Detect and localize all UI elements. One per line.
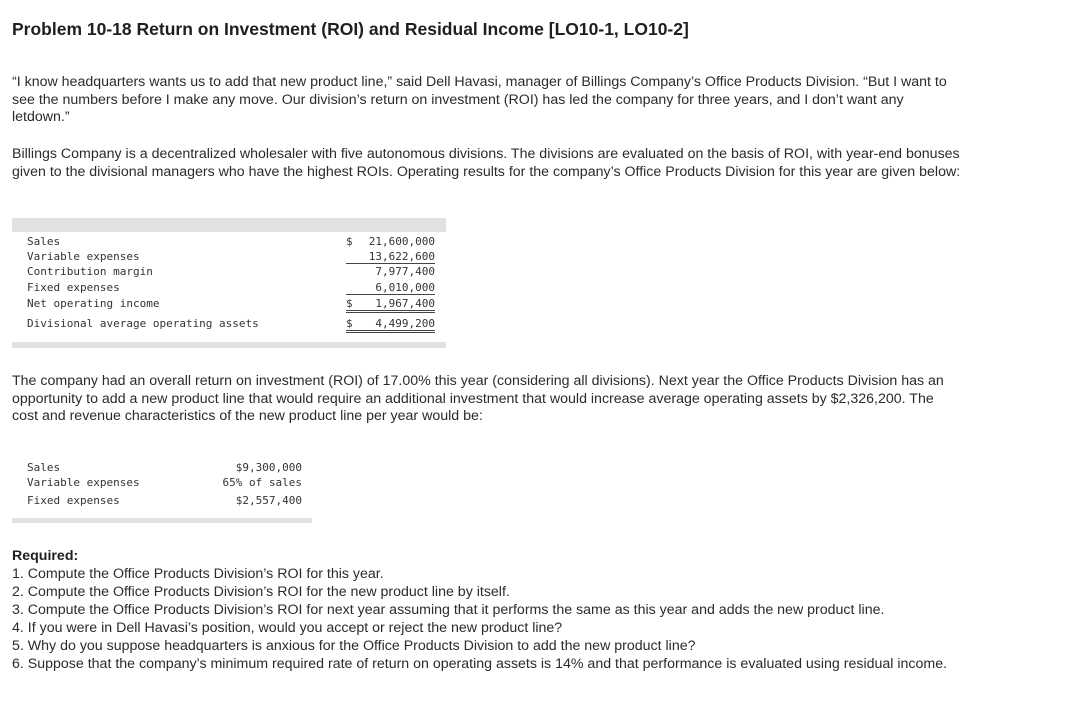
dollar-sign: $ [346, 317, 353, 330]
table-row-contribution-margin [12, 265, 446, 281]
row-label: Fixed expenses [27, 281, 120, 294]
row-value: $9,300,000 [235, 461, 302, 474]
table-footer-band [12, 518, 312, 523]
row-label: Sales [27, 235, 61, 248]
required-section [12, 547, 972, 673]
row-label: Variable expenses [27, 476, 140, 489]
row-value: $2,557,400 [235, 494, 302, 507]
row-label: Sales [27, 461, 61, 474]
requirement-item: 4. If you were in Dell Havasi’s position, would you accept or reject the new product line? [12, 620, 563, 636]
row-label: Variable expenses [27, 250, 140, 263]
table-footer-band [12, 342, 446, 348]
table-row-sales [12, 235, 446, 251]
table-row-sales [12, 461, 312, 477]
row-value: 13,622,600 [346, 250, 435, 264]
requirement-item: 1. Compute the Office Products Division’s ROI for this year. [12, 566, 384, 582]
requirement-item: 3. Compute the Office Products Division’s ROI for next year assuming that it performs the same as this year and adds the new product line. [12, 602, 885, 618]
row-value: 21,600,000 [368, 235, 435, 248]
problem-title: Problem 10-18 Return on Investment (ROI) and Residual Income [LO10-1, LO10-2] [12, 19, 689, 39]
row-label: Divisional average operating assets [27, 317, 259, 330]
required-heading: Required: [12, 548, 79, 564]
dollar-sign: $ [346, 297, 353, 310]
table-row-variable-expenses [12, 476, 312, 492]
row-value: 65% of sales [222, 476, 302, 489]
new-product-line-paragraph: The company had an overall return on investment (ROI) of 17.00% this year (considering all divisions). Next year the Office Products Division has an opportunity to add a new product line that would require an additional investment that would increase average operating assets by $2,326,200. The cost and revenue characteristics of the new product line per year would be: [12, 373, 944, 425]
row-label: Net operating income [27, 297, 160, 310]
intro-quote-paragraph: “I know headquarters wants us to add that new product line,” said Dell Havasi, manager of Billings Company’s Office Products Division. “But I want to see the numbers before I make any move. Our division’s return on investment (ROI) has led the company for three years, and I don’t want any letdown.” [12, 74, 947, 126]
table-row-net-operating-income [12, 297, 446, 313]
table-row-variable-expenses [12, 250, 446, 266]
dollar-sign: $ [346, 235, 353, 248]
requirement-item: 2. Compute the Office Products Division’s ROI for the new product line by itself. [12, 584, 510, 600]
new-product-line-table [12, 445, 312, 523]
requirement-item: 5. Why do you suppose headquarters is anxious for the Office Products Division to add the new product line? [12, 638, 696, 654]
table-row-fixed-expenses [12, 281, 446, 297]
row-value: 4,499,200 [346, 317, 435, 333]
row-value: 1,967,400 [346, 297, 435, 313]
table-row-fixed-expenses [12, 494, 312, 510]
table-row-operating-assets [12, 317, 446, 333]
requirement-item: 6. Suppose that the company’s minimum required rate of return on operating assets is 14% and that performance is evaluated using residual income. [12, 656, 948, 672]
row-label: Contribution margin [27, 265, 153, 278]
table-header-band [12, 218, 446, 232]
operating-results-table [12, 218, 446, 348]
row-value: 6,010,000 [346, 281, 435, 295]
row-value: 7,977,400 [375, 265, 435, 278]
company-description-paragraph: Billings Company is a decentralized wholesaler with five autonomous divisions. The divisions are evaluated on the basis of ROI, with year-end bonuses given to the divisional managers who have the highest ROIs. Operating results for the company’s Office Products Division for this year are given below: [12, 146, 961, 180]
row-label: Fixed expenses [27, 494, 120, 507]
